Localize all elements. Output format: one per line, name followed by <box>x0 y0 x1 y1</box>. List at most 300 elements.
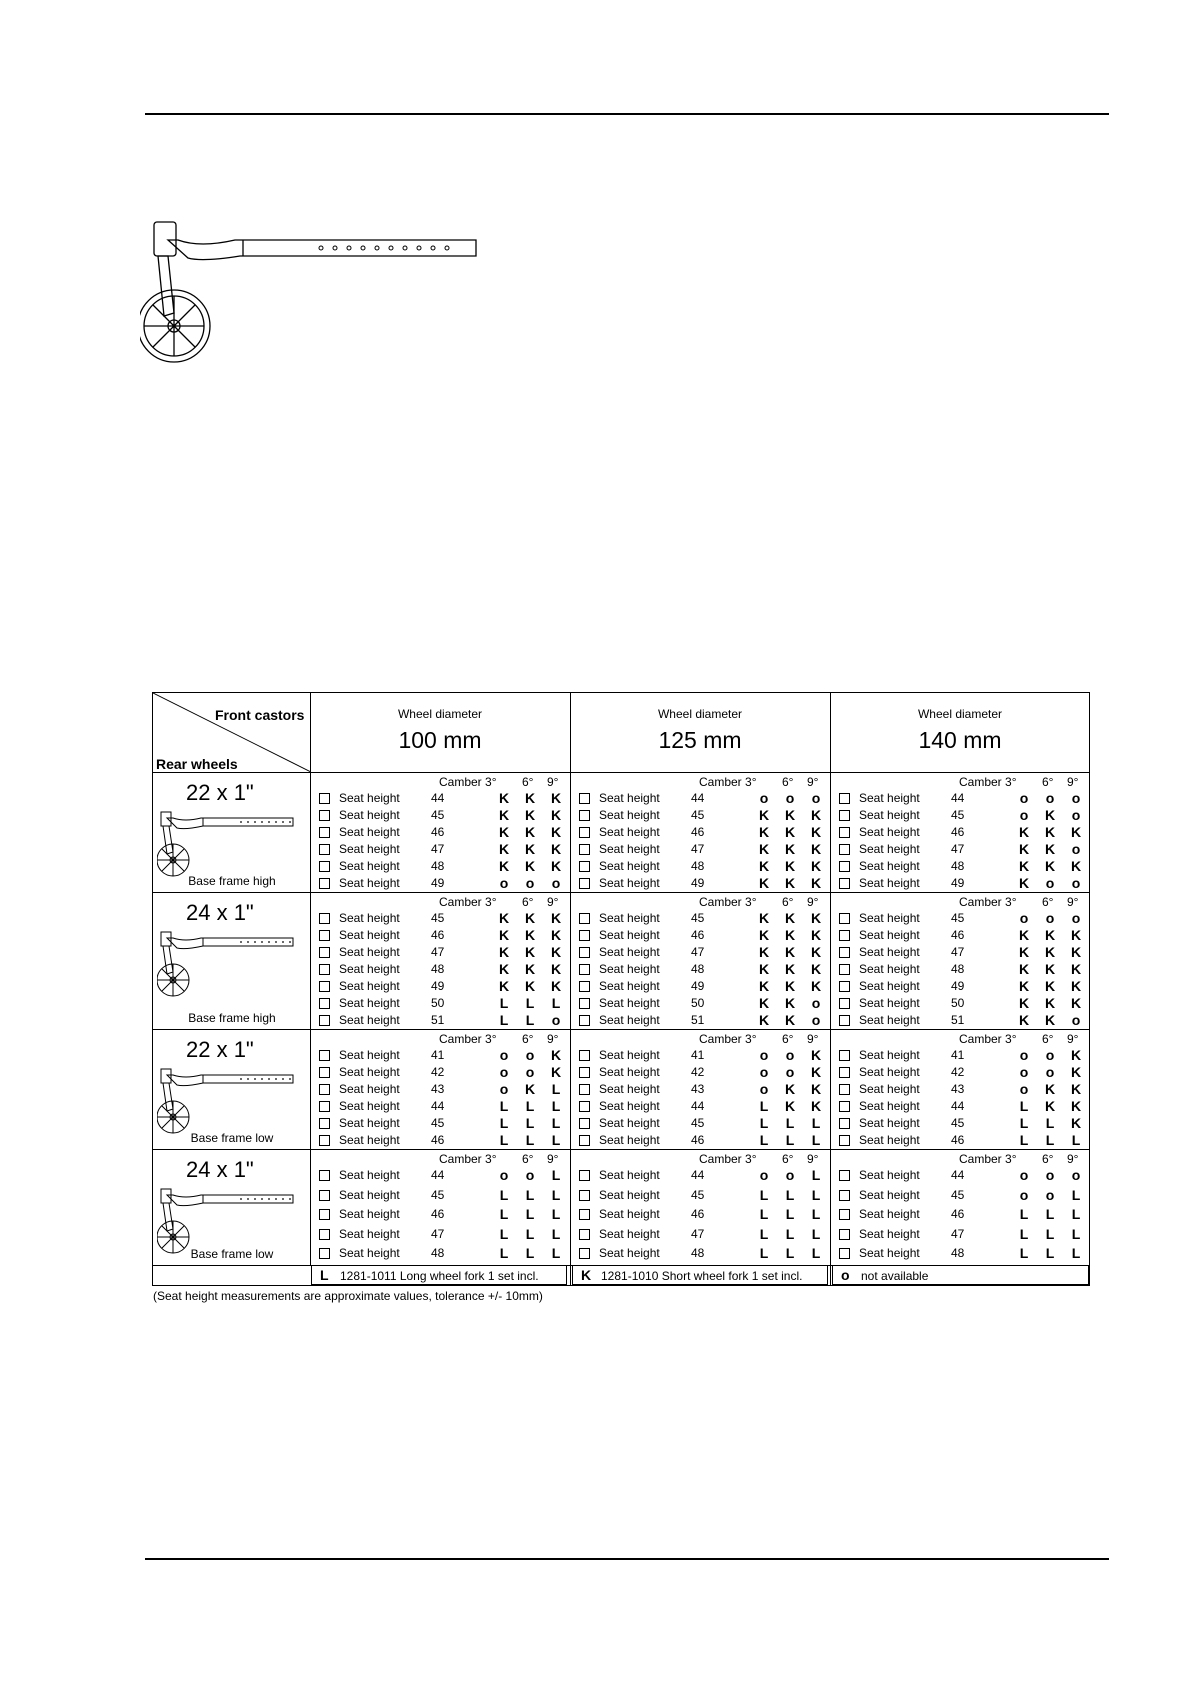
seat-height-label: Seat height <box>599 1116 660 1130</box>
seat-height-checkbox[interactable] <box>839 827 850 838</box>
seat-height-checkbox[interactable] <box>319 1190 330 1201</box>
camber-9-value: K <box>1070 1098 1082 1114</box>
camber-9-value: K <box>550 910 562 926</box>
camber-9-value: L <box>551 1186 561 1203</box>
seat-height-label: Seat height <box>859 1013 920 1027</box>
camber-9-header: 9° <box>547 775 559 789</box>
camber-9-header: 9° <box>807 1032 819 1046</box>
seat-height-row <box>571 791 831 807</box>
seat-height-value: 44 <box>691 791 705 805</box>
camber-9-value: K <box>810 841 822 857</box>
rear-wheel-cell <box>153 892 311 1029</box>
seat-height-checkbox[interactable] <box>579 930 590 941</box>
camber-3-value: L <box>1019 1225 1029 1242</box>
seat-height-row <box>311 945 571 961</box>
seat-height-row <box>831 859 1091 875</box>
seat-height-checkbox[interactable] <box>839 930 850 941</box>
camber-6-value: K <box>524 910 536 926</box>
camber-6-value: o <box>1045 910 1055 926</box>
seat-height-value: 45 <box>691 911 705 925</box>
camber-9-value: o <box>1071 1167 1081 1183</box>
seat-height-row <box>571 808 831 824</box>
seat-height-checkbox[interactable] <box>319 1084 330 1095</box>
seat-height-checkbox[interactable] <box>319 810 330 821</box>
seat-height-value: 48 <box>691 1246 705 1261</box>
camber-3-value: o <box>1019 1186 1029 1203</box>
camber-6-value: K <box>1044 807 1056 823</box>
option-cell <box>311 892 571 1029</box>
seat-height-checkbox[interactable] <box>319 1050 330 1061</box>
camber-3-value: K <box>758 910 770 926</box>
seat-height-row <box>571 1188 831 1204</box>
seat-height-label: Seat height <box>339 876 400 890</box>
camber-6-value: K <box>1044 1098 1056 1114</box>
seat-height-checkbox[interactable] <box>579 1190 590 1201</box>
seat-height-value: 44 <box>691 1099 705 1113</box>
seat-height-checkbox[interactable] <box>839 878 850 889</box>
seat-height-row <box>311 1227 571 1243</box>
seat-height-label: Seat height <box>599 876 660 890</box>
camber-6-value: K <box>784 944 796 960</box>
seat-height-checkbox[interactable] <box>319 1015 330 1026</box>
camber-9-value: L <box>1071 1225 1081 1242</box>
camber-9-value: K <box>550 807 562 823</box>
camber-9-value: o <box>1071 910 1081 926</box>
seat-height-checkbox[interactable] <box>579 1135 590 1146</box>
camber-3-value: L <box>759 1206 769 1223</box>
camber-6-value: K <box>524 978 536 994</box>
camber-3-value: K <box>1018 824 1030 840</box>
camber-6-value: o <box>785 790 795 806</box>
camber-6-header: 6° <box>1042 895 1054 909</box>
seat-height-row <box>311 1246 571 1262</box>
seat-height-label: Seat height <box>339 1013 400 1027</box>
seat-height-label: Seat height <box>339 1082 400 1096</box>
seat-height-row <box>571 859 831 875</box>
seat-height-checkbox[interactable] <box>319 878 330 889</box>
camber-9-value: K <box>550 944 562 960</box>
seat-height-row <box>311 842 571 858</box>
seat-height-value: 49 <box>951 876 965 890</box>
camber-9-value: K <box>1070 995 1082 1011</box>
seat-height-row <box>311 1188 571 1204</box>
camber-6-value: K <box>1044 961 1056 977</box>
camber-3-value: K <box>1018 1012 1030 1028</box>
seat-height-checkbox[interactable] <box>839 998 850 1009</box>
camber-6-value: o <box>1045 790 1055 806</box>
seat-height-checkbox[interactable] <box>839 844 850 855</box>
seat-height-checkbox[interactable] <box>579 998 590 1009</box>
camber-3-value: L <box>499 1245 509 1262</box>
camber-6-value: L <box>785 1132 795 1148</box>
seat-height-checkbox[interactable] <box>839 1067 850 1078</box>
camber-9-value: K <box>810 910 822 926</box>
camber-6-value: K <box>524 824 536 840</box>
camber-6-value: K <box>524 841 536 857</box>
seat-height-checkbox[interactable] <box>319 1118 330 1129</box>
camber-6-value: L <box>525 995 535 1011</box>
camber-9-value: o <box>1071 1012 1081 1028</box>
seat-height-value: 51 <box>951 1013 965 1027</box>
camber-6-value: o <box>1045 1047 1055 1063</box>
camber-9-value: o <box>811 995 821 1011</box>
camber-3-value: K <box>498 790 510 806</box>
seat-height-checkbox[interactable] <box>839 1135 850 1146</box>
seat-height-row <box>311 859 571 875</box>
seat-height-checkbox[interactable] <box>319 1135 330 1146</box>
seat-height-checkbox[interactable] <box>319 793 330 804</box>
camber-6-value: L <box>525 1206 535 1223</box>
camber-header: Camber 3° <box>959 895 1017 909</box>
seat-height-row <box>831 1133 1091 1149</box>
seat-height-checkbox[interactable] <box>319 930 330 941</box>
seat-height-row <box>571 825 831 841</box>
seat-height-checkbox[interactable] <box>579 793 590 804</box>
camber-header: Camber 3° <box>439 895 497 909</box>
seat-height-label: Seat height <box>859 1246 920 1261</box>
seat-height-label: Seat height <box>339 859 400 873</box>
camber-3-value: L <box>759 1098 769 1114</box>
seat-height-value: 43 <box>951 1082 965 1096</box>
seat-height-checkbox[interactable] <box>319 1229 330 1240</box>
camber-9-value: K <box>550 1064 562 1080</box>
camber-9-value: L <box>551 1206 561 1223</box>
camber-3-value: K <box>498 824 510 840</box>
seat-height-label: Seat height <box>859 791 920 805</box>
camber-3-value: K <box>1018 978 1030 994</box>
seat-height-row <box>831 1246 1091 1262</box>
camber-6-value: K <box>1044 858 1056 874</box>
camber-3-value: L <box>499 1225 509 1242</box>
seat-height-row <box>571 1013 831 1029</box>
camber-3-value: o <box>759 1064 769 1080</box>
seat-height-row <box>831 962 1091 978</box>
camber-6-value: K <box>1044 978 1056 994</box>
camber-9-value: L <box>811 1167 821 1183</box>
seat-height-label: Seat height <box>339 1187 400 1202</box>
camber-3-value: L <box>499 1098 509 1114</box>
seat-height-row <box>311 791 571 807</box>
seat-height-checkbox[interactable] <box>319 1067 330 1078</box>
seat-height-checkbox[interactable] <box>839 1050 850 1061</box>
seat-height-checkbox[interactable] <box>839 1118 850 1129</box>
seat-height-row <box>571 1065 831 1081</box>
seat-height-label: Seat height <box>599 808 660 822</box>
rear-wheel-size: 22 x 1" <box>186 780 254 805</box>
seat-height-checkbox[interactable] <box>579 1248 590 1259</box>
seat-height-checkbox[interactable] <box>579 1084 590 1095</box>
seat-height-checkbox[interactable] <box>579 1229 590 1240</box>
seat-height-checkbox[interactable] <box>579 1209 590 1220</box>
seat-height-checkbox[interactable] <box>319 1209 330 1220</box>
seat-height-row <box>311 1048 571 1064</box>
seat-height-checkbox[interactable] <box>319 981 330 992</box>
seat-height-row <box>571 876 831 892</box>
seat-height-checkbox[interactable] <box>839 1248 850 1259</box>
seat-height-checkbox[interactable] <box>839 981 850 992</box>
camber-6-value: K <box>784 841 796 857</box>
option-cell <box>831 772 1091 892</box>
seat-height-label: Seat height <box>339 996 400 1010</box>
camber-9-header: 9° <box>547 895 559 909</box>
camber-9-value: K <box>1070 824 1082 840</box>
seat-height-table <box>152 692 1090 1286</box>
seat-height-value: 45 <box>691 1187 705 1202</box>
camber-6-value: o <box>525 1064 535 1080</box>
bottom-rule <box>145 1558 1109 1560</box>
seat-height-label: Seat height <box>599 979 660 993</box>
seat-height-label: Seat height <box>859 808 920 822</box>
seat-height-value: 46 <box>431 928 445 942</box>
seat-height-value: 41 <box>691 1048 705 1062</box>
seat-height-row <box>571 1168 831 1184</box>
seat-height-row <box>831 996 1091 1012</box>
camber-3-value: K <box>1018 995 1030 1011</box>
seat-height-label: Seat height <box>599 911 660 925</box>
camber-9-value: L <box>551 1245 561 1262</box>
seat-height-row <box>571 1207 831 1223</box>
camber-3-value: K <box>498 807 510 823</box>
camber-3-value: o <box>1019 910 1029 926</box>
seat-height-checkbox[interactable] <box>319 947 330 958</box>
seat-height-checkbox[interactable] <box>839 1015 850 1026</box>
camber-3-value: K <box>1018 961 1030 977</box>
camber-9-value: K <box>810 1098 822 1114</box>
seat-height-checkbox[interactable] <box>839 1084 850 1095</box>
camber-9-value: K <box>810 961 822 977</box>
camber-9-value: o <box>1071 841 1081 857</box>
camber-9-value: K <box>550 961 562 977</box>
option-cell <box>831 1149 1091 1265</box>
camber-6-value: K <box>784 858 796 874</box>
seat-height-value: 48 <box>431 1246 445 1261</box>
camber-9-header: 9° <box>547 1032 559 1046</box>
seat-height-checkbox[interactable] <box>839 1170 850 1181</box>
camber-9-value: L <box>551 1115 561 1131</box>
seat-height-checkbox[interactable] <box>839 810 850 821</box>
camber-6-value: K <box>1044 824 1056 840</box>
seat-height-value: 44 <box>431 1099 445 1113</box>
seat-height-label: Seat height <box>859 1168 920 1182</box>
camber-3-value: o <box>759 1167 769 1183</box>
seat-height-row <box>831 1207 1091 1223</box>
seat-height-checkbox[interactable] <box>579 1101 590 1112</box>
camber-3-value: L <box>759 1186 769 1203</box>
seat-height-label: Seat height <box>859 979 920 993</box>
seat-height-checkbox[interactable] <box>579 913 590 924</box>
rear-wheels-label: Rear wheels <box>156 756 238 772</box>
camber-6-value: K <box>784 1081 796 1097</box>
camber-6-value: L <box>785 1186 795 1203</box>
seat-height-value: 46 <box>691 825 705 839</box>
camber-6-header: 6° <box>782 775 794 789</box>
camber-9-header: 9° <box>807 775 819 789</box>
camber-header: Camber 3° <box>959 1032 1017 1046</box>
camber-9-header: 9° <box>1067 1152 1079 1166</box>
camber-6-value: o <box>785 1047 795 1063</box>
camber-3-value: K <box>498 978 510 994</box>
camber-9-value: L <box>811 1115 821 1131</box>
seat-height-checkbox[interactable] <box>579 1050 590 1061</box>
camber-9-value: K <box>1070 858 1082 874</box>
camber-9-value: o <box>1071 875 1081 891</box>
camber-3-value: L <box>499 1132 509 1148</box>
camber-6-value: o <box>1045 1167 1055 1183</box>
camber-6-value: L <box>785 1115 795 1131</box>
wheel-fork-illustration <box>140 218 480 378</box>
seat-height-checkbox[interactable] <box>839 1190 850 1201</box>
seat-height-value: 46 <box>691 1133 705 1147</box>
seat-height-label: Seat height <box>599 842 660 856</box>
seat-height-checkbox[interactable] <box>319 861 330 872</box>
seat-height-checkbox[interactable] <box>839 1101 850 1112</box>
camber-9-value: K <box>1070 944 1082 960</box>
rear-wheel-mini-icon <box>157 928 307 1000</box>
camber-9-value: L <box>1071 1186 1081 1203</box>
seat-height-label: Seat height <box>339 979 400 993</box>
seat-height-value: 46 <box>431 825 445 839</box>
seat-height-checkbox[interactable] <box>839 793 850 804</box>
camber-3-value: K <box>758 841 770 857</box>
camber-9-value: K <box>550 824 562 840</box>
camber-9-value: L <box>551 995 561 1011</box>
camber-9-value: K <box>810 875 822 891</box>
seat-height-label: Seat height <box>599 859 660 873</box>
seat-height-checkbox[interactable] <box>579 964 590 975</box>
camber-header: Camber 3° <box>699 895 757 909</box>
rear-wheel-cell <box>153 772 311 892</box>
camber-3-value: L <box>759 1245 769 1262</box>
seat-height-checkbox[interactable] <box>579 1118 590 1129</box>
seat-height-value: 48 <box>951 859 965 873</box>
camber-6-header: 6° <box>782 1152 794 1166</box>
seat-height-checkbox[interactable] <box>839 861 850 872</box>
seat-height-checkbox[interactable] <box>579 827 590 838</box>
camber-6-value: o <box>525 875 535 891</box>
camber-9-value: L <box>811 1186 821 1203</box>
camber-3-value: K <box>758 824 770 840</box>
seat-height-checkbox[interactable] <box>319 827 330 838</box>
seat-height-row <box>311 1116 571 1132</box>
seat-height-label: Seat height <box>859 962 920 976</box>
seat-height-checkbox[interactable] <box>579 947 590 958</box>
seat-height-checkbox[interactable] <box>579 1170 590 1181</box>
seat-height-value: 45 <box>951 808 965 822</box>
seat-height-value: 48 <box>691 962 705 976</box>
seat-height-checkbox[interactable] <box>579 1067 590 1078</box>
seat-height-value: 47 <box>951 842 965 856</box>
camber-6-value: L <box>525 1225 535 1242</box>
camber-6-value: L <box>525 1132 535 1148</box>
camber-6-value: K <box>1044 944 1056 960</box>
camber-9-header: 9° <box>1067 895 1079 909</box>
seat-height-label: Seat height <box>599 1082 660 1096</box>
seat-height-label: Seat height <box>859 928 920 942</box>
base-frame-label: Base frame high <box>188 874 276 888</box>
seat-height-value: 47 <box>431 842 445 856</box>
seat-height-value: 47 <box>691 842 705 856</box>
seat-height-checkbox[interactable] <box>579 810 590 821</box>
seat-height-row <box>831 1227 1091 1243</box>
seat-height-label: Seat height <box>339 962 400 976</box>
camber-3-value: K <box>1018 927 1030 943</box>
seat-height-row <box>311 962 571 978</box>
seat-height-checkbox[interactable] <box>579 981 590 992</box>
camber-9-value: K <box>810 1081 822 1097</box>
seat-height-checkbox[interactable] <box>579 861 590 872</box>
seat-height-checkbox[interactable] <box>579 844 590 855</box>
camber-3-value: L <box>1019 1245 1029 1262</box>
seat-height-checkbox[interactable] <box>319 913 330 924</box>
seat-height-checkbox[interactable] <box>319 1248 330 1259</box>
seat-height-row <box>831 928 1091 944</box>
seat-height-row <box>571 842 831 858</box>
seat-height-checkbox[interactable] <box>839 964 850 975</box>
seat-height-checkbox[interactable] <box>839 1209 850 1220</box>
camber-3-value: K <box>758 944 770 960</box>
camber-6-header: 6° <box>522 895 534 909</box>
rear-wheel-mini-icon <box>157 808 307 880</box>
camber-6-value: L <box>1045 1115 1055 1131</box>
seat-height-label: Seat height <box>859 1226 920 1241</box>
seat-height-value: 46 <box>431 1207 445 1222</box>
camber-3-value: L <box>1019 1132 1029 1148</box>
camber-6-value: o <box>525 1047 535 1063</box>
seat-height-checkbox[interactable] <box>319 1101 330 1112</box>
camber-6-value: L <box>525 1186 535 1203</box>
tolerance-note: (Seat height measurements are approximate values, tolerance +/- 10mm) <box>153 1289 543 1303</box>
seat-height-value: 50 <box>691 996 705 1010</box>
legend-not-available: o not available <box>832 1265 1089 1285</box>
seat-height-checkbox[interactable] <box>319 844 330 855</box>
camber-3-value: o <box>759 790 769 806</box>
camber-9-value: K <box>1070 1081 1082 1097</box>
seat-height-value: 45 <box>951 1187 965 1202</box>
seat-height-label: Seat height <box>859 1082 920 1096</box>
seat-height-label: Seat height <box>859 876 920 890</box>
seat-height-checkbox[interactable] <box>579 878 590 889</box>
seat-height-checkbox[interactable] <box>319 998 330 1009</box>
seat-height-label: Seat height <box>859 1187 920 1202</box>
seat-height-row <box>831 979 1091 995</box>
camber-9-value: K <box>810 978 822 994</box>
camber-9-value: o <box>551 1012 561 1028</box>
camber-header: Camber 3° <box>439 1032 497 1046</box>
seat-height-row <box>831 945 1091 961</box>
camber-9-value: K <box>810 1064 822 1080</box>
seat-height-value: 51 <box>691 1013 705 1027</box>
seat-height-label: Seat height <box>859 825 920 839</box>
seat-height-value: 46 <box>691 1207 705 1222</box>
seat-height-row <box>311 1168 571 1184</box>
seat-height-label: Seat height <box>599 928 660 942</box>
seat-height-row <box>311 979 571 995</box>
camber-6-value: K <box>784 961 796 977</box>
seat-height-checkbox[interactable] <box>319 964 330 975</box>
option-cell <box>831 892 1091 1029</box>
seat-height-value: 48 <box>951 1246 965 1261</box>
camber-header: Camber 3° <box>439 775 497 789</box>
front-castors-label: Front castors <box>215 707 305 723</box>
seat-height-checkbox[interactable] <box>839 1229 850 1240</box>
seat-height-checkbox[interactable] <box>319 1170 330 1181</box>
seat-height-checkbox[interactable] <box>839 947 850 958</box>
camber-6-value: K <box>524 1081 536 1097</box>
seat-height-checkbox[interactable] <box>839 913 850 924</box>
seat-height-value: 44 <box>431 1168 445 1182</box>
camber-9-value: L <box>1071 1206 1081 1223</box>
seat-height-checkbox[interactable] <box>579 1015 590 1026</box>
